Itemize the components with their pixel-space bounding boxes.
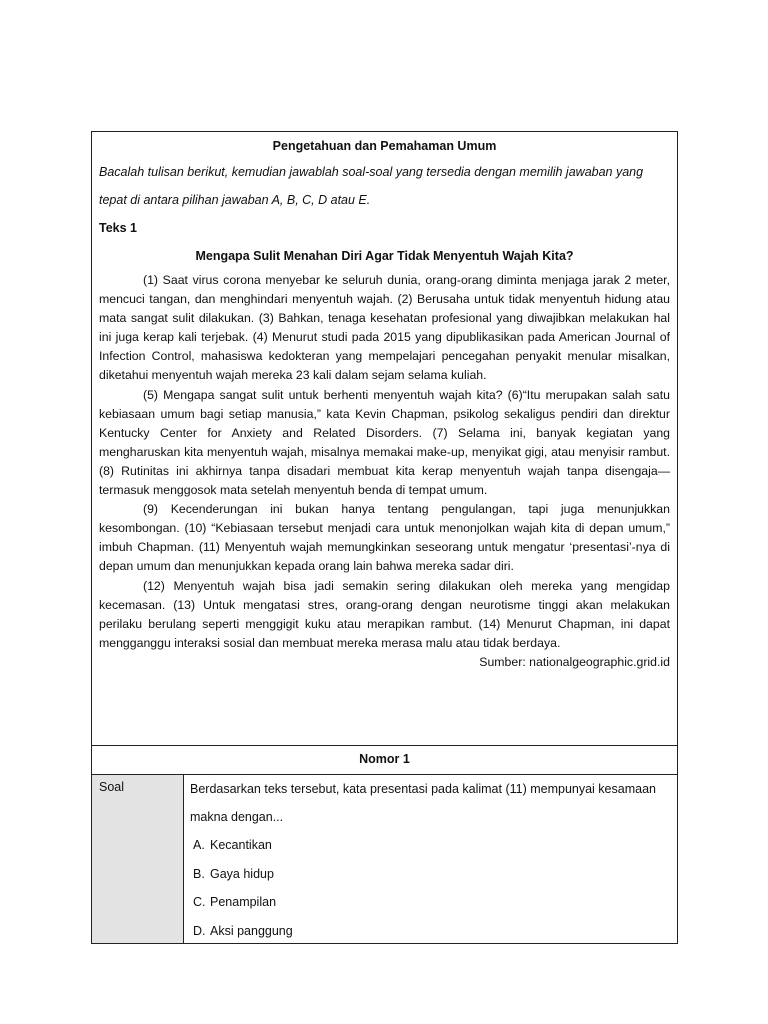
option-text: Penampilan [210, 895, 277, 909]
article-title: Mengapa Sulit Menahan Diri Agar Tidak Menyentuh Wajah Kita? [195, 249, 574, 263]
text-label: Teks 1 [99, 221, 137, 235]
option-text: Aksi panggung [210, 923, 293, 938]
question-card [91, 131, 678, 944]
option-a[interactable] [190, 831, 670, 860]
option-letter: B. [193, 866, 205, 881]
option-letter: D. [193, 923, 206, 938]
option-letter: A. [193, 838, 205, 852]
paragraph-4: (12) Menyentuh wajah bisa jadi semakin sering dilakukan oleh mereka yang mengidap kecemasan. (13) Untuk mengatasi stres, orang-orang dengan neurotisme tinggi akan melakukan perilaku berulang seperti menggigit kuku atau merapikan rambut. (14) Menurut Chapman, ini dapat mengganggu interaksi sosial dan membuat mereka merasa malu atau tidak berdaya. [99, 578, 670, 650]
option-letter: C. [193, 895, 206, 909]
question-body [184, 775, 677, 943]
paragraph-1: (1) Saat virus corona menyebar ke seluruh dunia, orang-orang diminta menjaga jarak 2 meter, mencuci tangan, dan menghindari menyentuh wajah. (2) Berusaha untuk tidak menyentuh hidung atau mata sangat sulit dilakukan. (3) Bahkan, tenaga kesehatan profesional yang diwajibkan melakukan hal ini juga kerap kali terjebak. (4) Menurut studi pada 2015 yang dipublikasikan pada American Journal of Infection Control, mahasiswa kedokteran yang mempelajari pencegahan penyakit menular misalkan, diketahui menyentuh wajah mereka 23 kali dalam sejam selama kuliah. [99, 273, 670, 383]
option-text: Gaya hidup [210, 866, 274, 881]
question-number: Nomor 1 [92, 746, 677, 775]
reading-section [92, 132, 677, 746]
option-b[interactable] [190, 860, 670, 889]
paragraph-2: (5) Mengapa sangat sulit untuk berhenti menyentuh wajah kita? (6)“Itu merupakan salah satu kebiasaan umum bagi setiap manusia,” kata Kevin Chapman, psikolog sekaligus pendiri dan direktur Kentucky Center for Anxiety and Related Disorders. (7) Selama ini, banyak kegiatan yang mengharuskan kita menyentuh wajah, misalnya memakai make-up, menyikat gigi, atau menyisir rambut. (8) Rutinitas ini akhirnya tanpa disadari membuat kita kerap menyentuh wajah tanpa disengaja—termasuk menggosok mata setelah menyentuh benda di tempat umum. [99, 387, 670, 498]
question-text: Berdasarkan teks tersebut, kata presentasi pada kalimat (11) mempunyai kesamaan makna dengan... [190, 782, 656, 824]
soal-label: Soal [92, 775, 184, 943]
instruction-text: Bacalah tulisan berikut, kemudian jawablah soal-soal yang tersedia dengan memilih jawaban yang tepat di antara pilihan jawaban A, B, C, D atau E. [99, 165, 644, 207]
section-title: Pengetahuan dan Pemahaman Umum [272, 139, 497, 153]
source-citation: Sumber: nationalgeographic.grid.id [479, 654, 670, 669]
paragraph-3: (9) Kecenderungan ini bukan hanya tentang pengulangan, tapi juga menunjukkan kesombongan. (10) “Kebiasaan tersebut menjadi cara untuk menonjolkan wajah kita di depan umum,” imbuh Chapman. (11) Menyentuh wajah memungkinkan seseorang untuk mengatur ‘presentasi’-nya di depan umum dan menunjukkan kepada orang lain bahwa mereka sadar diri. [99, 502, 670, 574]
option-d[interactable] [190, 917, 670, 946]
article-body [99, 271, 670, 653]
option-text: Kecantikan [210, 838, 272, 852]
option-c[interactable] [190, 888, 670, 917]
